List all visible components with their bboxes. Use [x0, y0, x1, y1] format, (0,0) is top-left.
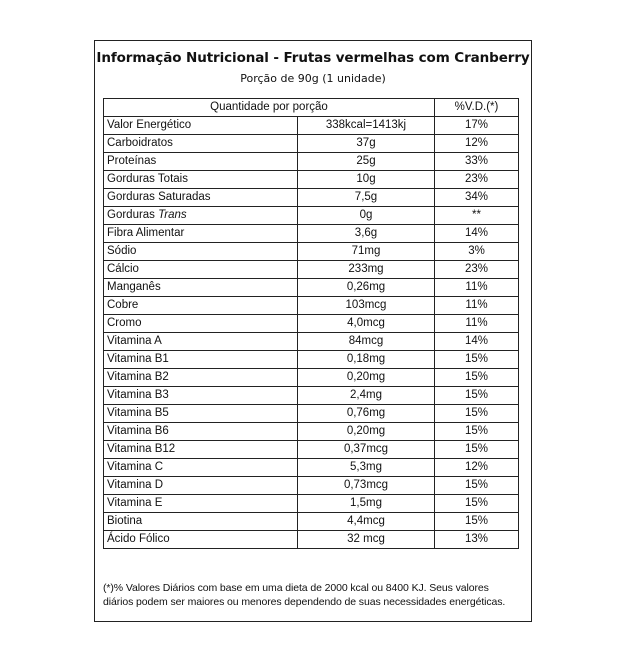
- nutrient-name: [104, 207, 298, 225]
- nutrient-name: [104, 153, 298, 171]
- table-row: [104, 351, 519, 369]
- nutrient-quantity: 0,37mcg: [298, 441, 435, 459]
- header-daily-value: %V.D.(*): [435, 99, 519, 117]
- table-row: [104, 531, 519, 549]
- nutrient-daily-value: 3%: [435, 243, 519, 261]
- table-row: [104, 207, 519, 225]
- table-row: [104, 387, 519, 405]
- nutrient-name: [104, 315, 298, 333]
- nutrient-daily-value: 14%: [435, 225, 519, 243]
- nutrient-daily-value: 17%: [435, 117, 519, 135]
- nutrient-daily-value: 15%: [435, 513, 519, 531]
- nutrient-name: [104, 441, 298, 459]
- nutrition-rows: [104, 117, 519, 549]
- table-row: [104, 477, 519, 495]
- nutrient-name-text: Gorduras Saturadas: [107, 191, 211, 203]
- nutrient-name-text: Vitamina B6: [107, 425, 169, 437]
- nutrient-quantity: 2,4mg: [298, 387, 435, 405]
- nutrient-daily-value: 11%: [435, 279, 519, 297]
- nutrient-daily-value: 33%: [435, 153, 519, 171]
- nutrient-daily-value: 15%: [435, 495, 519, 513]
- nutrient-name-text: Cromo: [107, 317, 142, 329]
- table-row: [104, 135, 519, 153]
- nutrient-name-text: Ácido Fólico: [107, 533, 170, 545]
- nutrient-name: [104, 459, 298, 477]
- nutrient-quantity: 0,76mg: [298, 405, 435, 423]
- table-row: [104, 495, 519, 513]
- nutrient-daily-value: **: [435, 207, 519, 225]
- nutrient-daily-value: 15%: [435, 405, 519, 423]
- nutrient-quantity: 103mcg: [298, 297, 435, 315]
- nutrient-quantity: 84mcg: [298, 333, 435, 351]
- nutrient-name-text: Vitamina D: [107, 479, 164, 491]
- table-row: [104, 441, 519, 459]
- nutrient-daily-value: 15%: [435, 441, 519, 459]
- nutrient-quantity: 32 mcg: [298, 531, 435, 549]
- nutrient-name: [104, 243, 298, 261]
- nutrient-quantity: 25g: [298, 153, 435, 171]
- nutrient-name-text: Vitamina B5: [107, 407, 169, 419]
- nutrient-quantity: 10g: [298, 171, 435, 189]
- nutrient-daily-value: 23%: [435, 261, 519, 279]
- table-row: [104, 117, 519, 135]
- table-row: [104, 225, 519, 243]
- nutrient-name: [104, 369, 298, 387]
- nutrient-daily-value: 15%: [435, 477, 519, 495]
- table-row: [104, 297, 519, 315]
- nutrient-name: [104, 117, 298, 135]
- nutrition-facts-label: [94, 40, 532, 622]
- nutrient-daily-value: 15%: [435, 387, 519, 405]
- table-row: [104, 315, 519, 333]
- nutrient-name-text: Proteínas: [107, 155, 157, 167]
- nutrient-name: [104, 531, 298, 549]
- nutrient-name-text: Gorduras: [107, 209, 155, 221]
- table-row: [104, 261, 519, 279]
- nutrient-name-text: Vitamina B2: [107, 371, 169, 383]
- header-quantity: Quantidade por porção: [104, 99, 435, 117]
- nutrient-name-text: Vitamina C: [107, 461, 164, 473]
- nutrient-name: [104, 423, 298, 441]
- nutrient-name-text: Sódio: [107, 245, 137, 257]
- nutrient-name: [104, 351, 298, 369]
- table-row: [104, 243, 519, 261]
- nutrient-quantity: 0,26mg: [298, 279, 435, 297]
- nutrient-quantity: 0g: [298, 207, 435, 225]
- nutrient-quantity: 0,20mg: [298, 423, 435, 441]
- nutrient-name: [104, 387, 298, 405]
- nutrient-name: [104, 135, 298, 153]
- nutrient-name: [104, 477, 298, 495]
- nutrient-quantity: 0,73mcg: [298, 477, 435, 495]
- footnote: (*)% Valores Diários com base em uma dieta de 2000 kcal ou 8400 KJ. Seus valores diários podem ser maiores ou menores dependendo de suas necessidades energéticas.: [103, 582, 506, 608]
- nutrient-quantity: 338kcal=1413kj: [298, 117, 435, 135]
- table-row: [104, 369, 519, 387]
- table-row: [104, 171, 519, 189]
- nutrient-name-text: Cálcio: [107, 263, 139, 275]
- nutrient-name: [104, 279, 298, 297]
- label-title: Informação Nutricional - Frutas vermelhas com Cranberry: [96, 50, 530, 66]
- nutrient-quantity: 233mg: [298, 261, 435, 279]
- nutrient-daily-value: 13%: [435, 531, 519, 549]
- nutrient-quantity: 7,5g: [298, 189, 435, 207]
- table-header-row: [104, 99, 519, 117]
- table-row: [104, 333, 519, 351]
- nutrient-name-text: Cobre: [107, 299, 139, 311]
- serving-size: Porção de 90g (1 unidade): [240, 72, 386, 85]
- nutrient-name: [104, 405, 298, 423]
- nutrient-quantity: 0,18mg: [298, 351, 435, 369]
- nutrient-name: [104, 333, 298, 351]
- nutrient-daily-value: 12%: [435, 459, 519, 477]
- nutrient-quantity: 0,20mg: [298, 369, 435, 387]
- nutrient-name-text: Biotina: [107, 515, 143, 527]
- nutrient-name: [104, 495, 298, 513]
- table-row: [104, 279, 519, 297]
- nutrient-daily-value: 11%: [435, 297, 519, 315]
- nutrient-name-text: Manganês: [107, 281, 161, 293]
- nutrient-quantity: 1,5mg: [298, 495, 435, 513]
- nutrient-name: [104, 171, 298, 189]
- nutrient-daily-value: 15%: [435, 369, 519, 387]
- table-row: [104, 189, 519, 207]
- nutrient-name-text: Valor Energético: [107, 119, 192, 131]
- nutrient-daily-value: 12%: [435, 135, 519, 153]
- nutrient-daily-value: 11%: [435, 315, 519, 333]
- nutrient-quantity: 71mg: [298, 243, 435, 261]
- nutrient-name-text: Vitamina E: [107, 497, 163, 509]
- nutrient-name-italic: Trans: [158, 209, 187, 221]
- nutrient-name: [104, 513, 298, 531]
- nutrient-daily-value: 23%: [435, 171, 519, 189]
- nutrient-quantity: 4,0mcg: [298, 315, 435, 333]
- nutrient-name-text: Vitamina B12: [107, 443, 176, 455]
- table-row: [104, 153, 519, 171]
- nutrient-name: [104, 225, 298, 243]
- nutrient-name-text: Gorduras Totais: [107, 173, 188, 185]
- nutrient-name-text: Vitamina A: [107, 335, 162, 347]
- nutrient-name: [104, 297, 298, 315]
- nutrient-name-text: Vitamina B1: [107, 353, 169, 365]
- nutrient-name-text: Fibra Alimentar: [107, 227, 185, 239]
- nutrient-quantity: 4,4mcg: [298, 513, 435, 531]
- nutrient-daily-value: 15%: [435, 423, 519, 441]
- nutrient-name-text: Carboidratos: [107, 137, 173, 149]
- nutrient-daily-value: 15%: [435, 351, 519, 369]
- nutrient-name: [104, 189, 298, 207]
- nutrient-name: [104, 261, 298, 279]
- nutrient-quantity: 3,6g: [298, 225, 435, 243]
- nutrient-daily-value: 14%: [435, 333, 519, 351]
- table-row: [104, 513, 519, 531]
- nutrient-quantity: 5,3mg: [298, 459, 435, 477]
- table-row: [104, 405, 519, 423]
- nutrient-daily-value: 34%: [435, 189, 519, 207]
- nutrient-name-text: Vitamina B3: [107, 389, 169, 401]
- nutrient-quantity: 37g: [298, 135, 435, 153]
- table-row: [104, 423, 519, 441]
- table-row: [104, 459, 519, 477]
- nutrition-table: [103, 98, 519, 549]
